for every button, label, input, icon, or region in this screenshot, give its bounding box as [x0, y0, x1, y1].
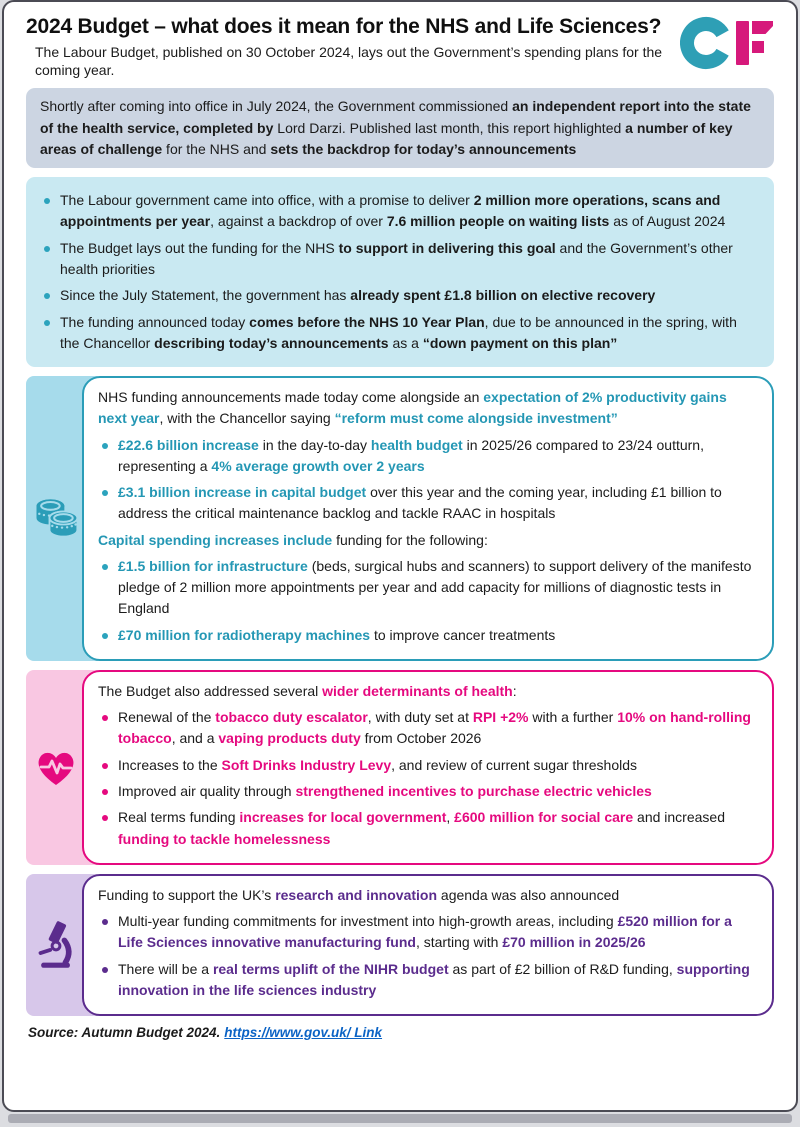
- health-item: Increases to the Soft Drinks Industry Levy, and review of current sugar thresholds: [118, 756, 638, 773]
- key-point-text: Since the July Statement, the government has already spent £1.8 billion on elective recovery: [60, 287, 656, 304]
- health-determinants-list: [98, 707, 758, 850]
- bullet-icon: [102, 715, 108, 721]
- cf-logo-graphic: [680, 12, 776, 74]
- list-item: [98, 959, 758, 1002]
- health-determinants-section: [26, 670, 774, 865]
- research-innovation-intro: Funding to support the UK’s research and innovation agenda was also announced: [98, 886, 620, 903]
- bullet-icon: [44, 293, 50, 299]
- list-item: [98, 556, 758, 620]
- bullet-icon: [102, 633, 108, 639]
- capital-spending-subhead: Capital spending increases include funding for the following:: [98, 531, 488, 548]
- coins-icon-graphic: [30, 492, 82, 544]
- context-text: Shortly after coming into office in July 2024, the Government commissioned an independent report into the state of the health service, completed by Lord Darzi. Published last month, this report highlighted a number of key areas of challenge for the NHS and sets the backdrop for today’s announcements: [40, 98, 751, 157]
- bullet-icon: [44, 320, 50, 326]
- heart-pulse-icon-graphic: [32, 743, 80, 791]
- research-item: Multi-year funding commitments for investment into high-growth areas, including £520 million for a Life Sciences innovative manufacturing fund, starting with £70 million in 2025/26: [118, 913, 732, 951]
- health-item: Improved air quality through strengthened incentives to purchase electric vehicles: [118, 783, 652, 800]
- nhs-funding-item: £1.5 billion for infrastructure (beds, surgical hubs and scanners) to support delivery of the manifesto pledge of 2 million more appointments per year and add capacity for millions of diagnostic tests in England: [118, 557, 752, 617]
- bullet-icon: [44, 198, 50, 204]
- key-points-box: [26, 177, 774, 367]
- nhs-funding-list: [98, 435, 758, 525]
- nhs-funding-item: £70 million for radiotherapy machines to improve cancer treatments: [118, 626, 556, 643]
- list-item: [40, 238, 760, 281]
- research-innovation-panel: [82, 874, 774, 1016]
- bullet-icon: [102, 443, 108, 449]
- bullet-icon: [102, 763, 108, 769]
- page-subtitle: The Labour Budget, published on 30 October 2024, lays out the Government’s spending plans for the coming year.: [35, 44, 663, 79]
- list-item: [98, 435, 758, 478]
- context-box: [26, 88, 774, 168]
- footer: [28, 1025, 772, 1040]
- nhs-funding-item: £22.6 billion increase in the day-to-day health budget in 2025/26 compared to 23/24 outturn, representing a 4% average growth over 2 years: [118, 436, 704, 474]
- bullet-icon: [102, 564, 108, 570]
- bullet-icon: [102, 815, 108, 821]
- health-determinants-panel: [82, 670, 774, 865]
- research-item: There will be a real terms uplift of the NIHR budget as part of £2 billion of R&D funding, supporting innovation in the life sciences industry: [118, 960, 750, 998]
- list-item: [98, 807, 758, 850]
- cf-logo: [680, 12, 776, 74]
- health-determinants-intro: The Budget also addressed several wider determinants of health:: [98, 682, 517, 699]
- research-innovation-list: [98, 911, 758, 1001]
- capital-spending-list: [98, 556, 758, 646]
- key-point-text: The Budget lays out the funding for the NHS to support in delivering this goal and the Government’s other health priorities: [60, 239, 733, 277]
- research-innovation-section: [26, 874, 774, 1016]
- bullet-icon: [44, 246, 50, 252]
- nhs-funding-panel: [82, 376, 774, 661]
- page-card: [2, 0, 798, 1112]
- health-item: Renewal of the tobacco duty escalator, with duty set at RPI +2% with a further 10% on hand-rolling tobacco, and a vaping products duty from October 2026: [118, 709, 751, 747]
- list-item: [98, 482, 758, 525]
- key-point-text: The funding announced today comes before the NHS 10 Year Plan, due to be announced in the spring, with the Chancellor describing today’s announcements as a “down payment on this plan”: [60, 313, 737, 351]
- nhs-funding-intro: NHS funding announcements made today come alongside an expectation of 2% productivity gains next year, with the Chancellor saying “reform must come alongside investment”: [98, 389, 727, 427]
- bullet-icon: [102, 490, 108, 496]
- health-item: Real terms funding increases for local government, £600 million for social care and increased funding to tackle homelessness: [118, 809, 725, 847]
- source-link[interactable]: https://www.gov.uk/ Link: [224, 1025, 383, 1041]
- list-item: [40, 285, 760, 306]
- page-title: 2024 Budget – what does it mean for the NHS and Life Sciences?: [26, 15, 662, 38]
- key-points-list: [40, 190, 760, 354]
- list-item: [98, 911, 758, 954]
- list-item: [98, 707, 758, 750]
- microscope-icon: [26, 919, 86, 971]
- key-point-text: The Labour government came into office, with a promise to deliver 2 million more operations, scans and appointments per year, against a backdrop of over 7.6 million people on waiting lists as of August 2024: [60, 192, 726, 230]
- bullet-icon: [102, 967, 108, 973]
- source-label: Source: Autumn Budget 2024.: [28, 1025, 221, 1041]
- list-item: [98, 755, 758, 776]
- bullet-icon: [102, 789, 108, 795]
- header: [4, 2, 796, 84]
- list-item: [98, 781, 758, 802]
- nhs-funding-item: £3.1 billion increase in capital budget over this year and the coming year, including £1 billion to address the critical maintenance backlog and tackle RAAC in hospitals: [118, 484, 722, 522]
- coins-icon: [26, 492, 86, 544]
- microscope-icon-graphic: [30, 919, 82, 971]
- bottom-bar: [8, 1114, 792, 1123]
- list-item: [98, 625, 758, 646]
- bullet-icon: [102, 919, 108, 925]
- heart-pulse-icon: [26, 743, 86, 791]
- nhs-funding-section: [26, 376, 774, 661]
- list-item: [40, 312, 760, 355]
- list-item: [40, 190, 760, 233]
